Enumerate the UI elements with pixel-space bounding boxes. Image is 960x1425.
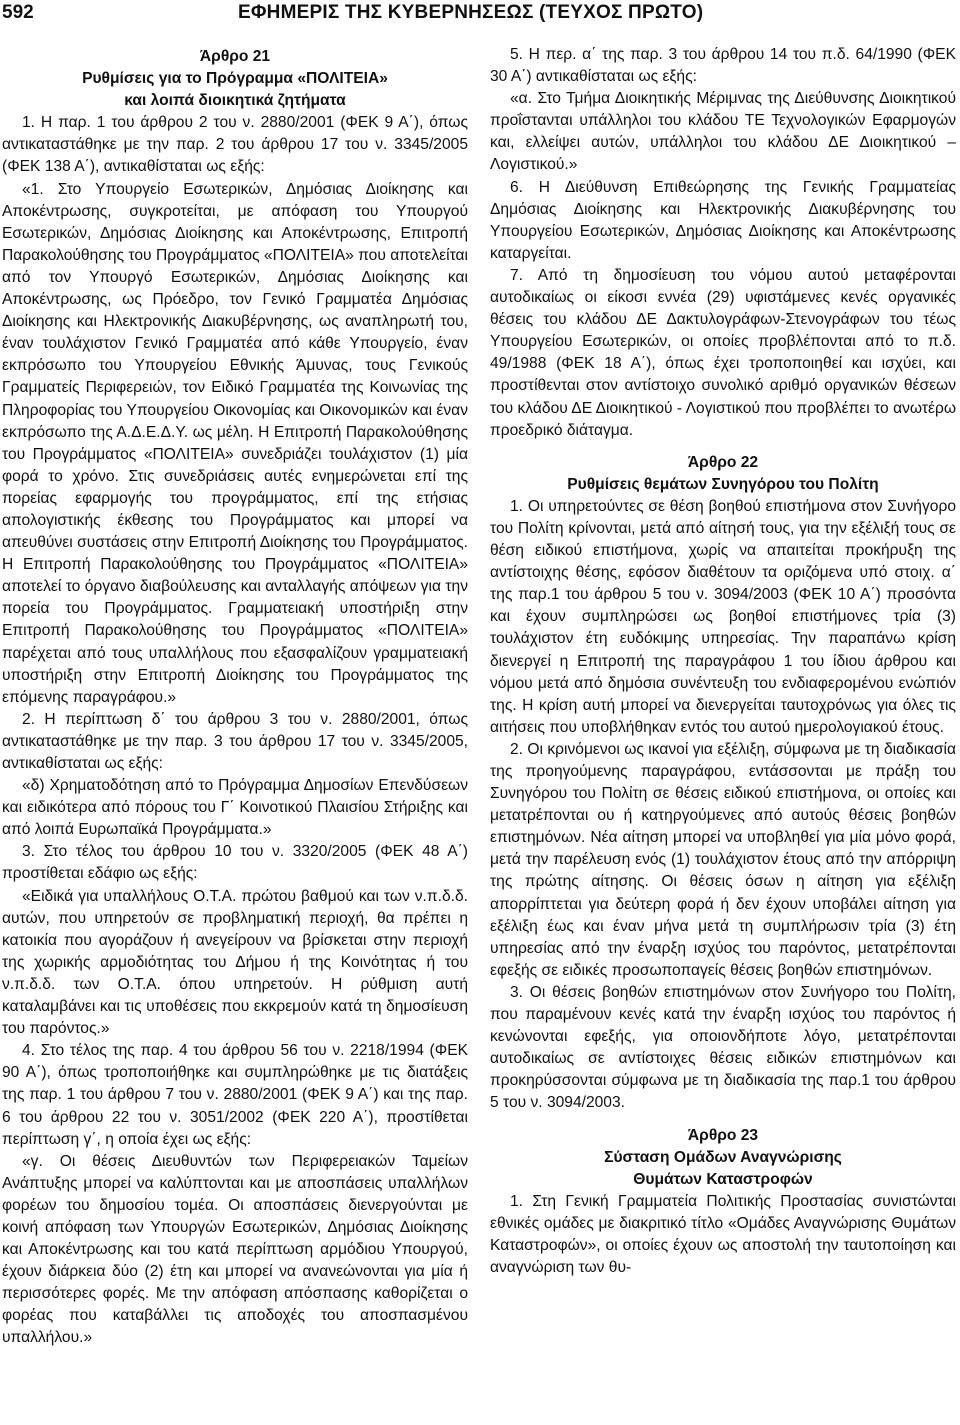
article-22-title: Άρθρο 22 — [687, 453, 759, 471]
paragraph: «α. Στο Τμήμα Διοικητικής Μέριμνας της Διεύθυνσης Διοικητικού προΐστανται υπάλληλοι του κλάδου ΤΕ Τεχνολογικών Εφαρμογών και, ελλείψει αυτών, υπάλληλοι του κλάδου ΔΕ Διοικητικού – Λογιστικού.» — [490, 90, 956, 174]
page-number: 592 — [2, 2, 34, 23]
article-21-subtitle-line2: και λοιπά διοικητικά ζητήματα — [124, 92, 346, 110]
paragraph: 2. Οι κρινόμενοι ως ικανοί για εξέλιξη, σύμφωνα με τη διαδικασία της προηγούμενης παραγράφου, εντάσσονται με πράξη του Συνηγόρου του Πολίτη σε θέσεις ειδικού επιστήμονα, οι οποίες και μετατρέπονται ου ή κατηργούμενες από αυτούς θέσεις βοηθών επιστημόνων. Νέα αίτηση μπορεί να υποβληθεί για μία μόνο φορά, μετά την παρέλευση ενός (1) τουλάχιστον έτους από την απόρριψη της πρώτης αίτησης. Οι θέσεις όσων η αίτηση για εξέλιξη απορρίπτεται για δεύτερη φορά ή δεν έχουν υποβάλει αίτηση για εξέλιξη έως και έναν μήνα μετά τη συμπλήρωσιν τρία (3) έτη υπηρεσίας από την έναρξη ισχύος του παρόντος, μετατρέπονται εφεξής σε ειδικές προσωποπαγείς θέσεις βοηθών επιστημόνων. — [490, 740, 956, 979]
paragraph: 1. Η παρ. 1 του άρθρου 2 του ν. 2880/2001 (ΦΕΚ 9 Α΄), όπως αντικαταστάθηκε με την παρ. 2 του άρθρου 17 του ν. 3345/2005 (ΦΕΚ 138 Α΄), αντικαθίσταται ως εξής: — [2, 114, 468, 176]
right-column — [490, 46, 956, 1421]
journal-title: ΕΦΗΜΕΡΙΣ ΤΗΣ ΚΥΒΕΡΝΗΣΕΩΣ (ΤΕΥΧΟΣ ΠΡΩΤΟ) — [238, 2, 704, 23]
paragraph: 4. Στο τέλος της παρ. 4 του άρθρου 56 του ν. 2218/1994 (ΦΕΚ 90 Α΄), όπως τροποποιήθηκε και συμπληρώθηκε με τις διατάξεις της παρ. 1 του άρθρου 7 του ν. 2880/2001 (ΦΕΚ 9 Α΄) και της παρ. 6 του άρθρου 22 του ν. 3051/2002 (ΦΕΚ 220 Α΄), προστίθεται περίπτωση γ΄, η οποία έχει ως εξής: — [2, 1042, 468, 1148]
article-23-subtitle-line1: Σύσταση Ομάδων Αναγνώρισης — [604, 1148, 842, 1166]
paragraph: «1. Στο Υπουργείο Εσωτερικών, Δημόσιας Διοίκησης και Αποκέντρωσης, συγκροτείται, με απόφαση του Υπουργού Εσωτερικών, Δημόσιας Διοίκησης και Αποκέντρωσης, Επιτροπή Παρακολούθησης του Προγράμματος «ΠΟΛΙΤΕΙΑ» που αποτελείται από τον Υπουργό Εσωτερικών, Δημόσιας Διοίκησης και Αποκέντρωσης, ως Πρόεδρο, τον Γενικό Γραμματέα Δημόσιας Διοίκησης και Ηλεκτρονικής Διακυβέρνησης, ως αναπληρωτή του, έναν τουλάχιστον Γενικό Γραμματέα από κάθε Υπουργείο, έναν εκπρόσωπο του Υπουργείου Εθνικής Άμυνας, τους Γενικούς Γραμματείς Περιφερειών, τον Ειδικό Γραμματέα της Κοινωνίας της Πληροφορίας του Υπουργείου Οικονομίας και Οικονομικών και έναν εκπρόσωπο της Α.Δ.Ε.Δ.Υ. ως μέλη. Η Επιτροπή Παρακολούθησης του Προγράμματος «ΠΟΛΙΤΕΙΑ» συνεδριάζει τουλάχιστον (1) μία φορά το χρόνο. Στις συνεδριάσεις αυτές ενημερώνεται επί της πορείας εφαρμογής του προγράμματος, επί της ετήσιας απολογιστικής έκθεσης του Προγράμματος και μπορεί να απευθύνει συστάσεις στην Επιτροπή Διοίκησης του Προγράμματος. Η Επιτροπή Παρακολούθησης του Προγράμματος «ΠΟΛΙΤΕΙΑ» αποτελεί το όργανο διαβούλευσης και ανταλλαγής απόψεων για την πορεία του Προγράμματος. Γραμματειακή υποστήριξη στην Επιτροπή Παρακολούθησης του Προγράμματος «ΠΟΛΙΤΕΙΑ» παρέχεται από τους υπαλλήλους που εξασφαλίζουν γραμματειακή υποστήριξη στην Επιτροπή Διοίκησης του Προγράμματος της επόμενης παραγράφου.» — [2, 180, 468, 706]
paragraph: 3. Οι θέσεις βοηθών επιστημόνων στον Συνήγορο του Πολίτη, που παραμένουν κενές κατά την έναρξη ισχύος του παρόντος ή κενώνονται εφεξής, για οποιονδήποτε λόγο, μετατρέπονται αυτοδικαίως σε αντίστοιχες θέσεις ειδικών επιστημόνων και προκηρύσσονται σύμφωνα με τη διαδικασία της παρ.1 του άρθρου 5 του ν. 3094/2003. — [490, 983, 956, 1112]
paragraph: 1. Στη Γενική Γραμματεία Πολιτικής Προστασίας συνιστώνται εθνικές ομάδες με διακριτικό τίτλο «Ομάδες Αναγνώρισης Θυμάτων Καταστροφών», οι οποίες έχουν ως αποστολή την ταυτοποίηση και αναγνώριση των θυ- — [490, 1192, 956, 1277]
article-23-subtitle-line2: Θυμάτων Καταστροφών — [633, 1170, 813, 1188]
paragraph: 5. Η περ. α΄ της παρ. 3 του άρθρου 14 του π.δ. 64/1990 (ΦΕΚ 30 Α΄) αντικαθίσταται ως εξής: — [490, 46, 956, 86]
paragraph: «δ) Χρηματοδότηση από το Πρόγραμμα Δημοσίων Επενδύσεων και ειδικότερα από πόρους του Γ΄ Κοινοτικού Πλαισίου Στήριξης και από λοιπά Ευρωπαϊκά Προγράμματα.» — [2, 777, 468, 839]
paragraph: 6. Η Διεύθυνση Επιθεώρησης της Γενικής Γραμματείας Δημόσιας Διοίκησης και Ηλεκτρονικής Διακυβέρνησης του Υπουργείου Εσωτερικών, Δημόσιας Διοίκησης και Αποκέντρωσης καταργείται. — [490, 178, 956, 262]
page-header — [0, 0, 960, 30]
paragraph: 7. Από τη δημοσίευση του νόμου αυτού μεταφέρονται αυτοδικαίως οι είκοσι εννέα (29) υφιστάμενες κενές οργανικές θέσεις του κλάδου ΔΕ Δακτυλογράφων-Στενογράφων του τέως Υπουργείου Εσωτερικών, οι οποίες προβλέπονται από το π.δ. 49/1988 (ΦΕΚ 18 Α΄), όπως έχει τροποποιηθεί και ισχύει, και προστίθενται στον αντίστοιχο συνολικό αριθμό οργανικών θέσεων του κλάδου ΔΕ Διοικητικού - Λογιστικού που προβλέπει το ανωτέρω προεδρικό διάταγμα. — [490, 266, 956, 439]
article-21-title: Άρθρο 21 — [199, 48, 271, 65]
paragraph: «γ. Οι θέσεις Διευθυντών των Περιφερειακών Ταμείων Ανάπτυξης μπορεί να καλύπτονται και με αποσπάσεις υπαλλήλων φορέων του δημοσίου τομέα. Οι αποσπάσεις διενεργούνται με κοινή απόφαση των Υπουργών Εσωτερικών, Δημόσιας Διοίκησης και Αποκέντρωσης και του κατά περίπτωση αρμόδιου Υπουργού, έχουν διάρκεια δύο (2) έτη και μπορεί να ανανεώνονται για μία ή περισσότερες φορές. Με την απόφαση απόσπασης καθορίζεται ο φορέας που καταβάλλει τις αποδοχές του αποσπασμένου υπαλλήλου.» — [2, 1152, 468, 1347]
left-column — [2, 46, 468, 1421]
article-22-subtitle: Ρυθμίσεις θεμάτων Συνηγόρου του Πολίτη — [567, 475, 879, 493]
article-23-title: Άρθρο 23 — [687, 1126, 759, 1144]
paragraph: 1. Οι υπηρετούντες σε θέση βοηθού επιστήμονα στον Συνήγορο του Πολίτη κρίνονται, μετά από αίτησή τους, για την εξέλιξή τους σε θέση ειδικού επιστήμονα, χωρίς να απαιτείται προκήρυξη της αντίστοιχης θέσης, εφόσον διαθέτουν τα οριζόμενα υπό στοιχ. α΄ της παρ.1 του άρθρου 5 του ν. 3094/2003 (ΦΕΚ 10 Α΄) προσόντα και έχουν συμπληρώσει ως βοηθοί επιστήμονες τρία (3) τουλάχιστον έτη ευδόκιμης υπηρεσίας. Την παραπάνω κρίση διενεργεί η Επιτροπή της παραγράφου 1 του ίδιου άρθρου και νόμου μετά από δημόσια συνέντευξη του ενδιαφερομένου ενώπιόν της. Η κρίση αυτή μπορεί να διενεργείται ταυτοχρόνως για όλες τις αιτήσεις που υποβλήθηκαν εντός του αυτού ημερολογιακού έτους. — [490, 497, 956, 736]
paragraph: 3. Στο τέλος του άρθρου 10 του ν. 3320/2005 (ΦΕΚ 48 Α΄) προστίθεται εδάφιο ως εξής: — [2, 843, 468, 883]
article-21-subtitle-line1: Ρυθμίσεις για το Πρόγραμμα «ΠΟΛΙΤΕΙΑ» — [82, 70, 388, 88]
paragraph: «Ειδικά για υπαλλήλους Ο.Τ.Α. πρώτου βαθμού και των ν.π.δ.δ. αυτών, που υπηρετούν σε προβληματική περιοχή, θα πρέπει η κατοικία που αγοράζουν ή ανεγείρουν να βρίσκεται στην περιοχή της χωρικής αρμοδιότητας του Δήμου ή της Κοινότητας ή του ν.π.δ.δ. των Ο.Τ.Α. όπου υπηρετούν. Η ρύθμιση αυτή καταλαμβάνει και τις υποθέσεις που εκκρεμούν κατά τη δημοσίευση του παρόντος.» — [2, 887, 468, 1038]
paragraph: 2. Η περίπτωση δ΄ του άρθρου 3 του ν. 2880/2001, όπως αντικαταστάθηκε με την παρ. 3 του άρθρου 17 του ν. 3345/2005, αντικαθίσταται ως εξής: — [2, 710, 468, 772]
